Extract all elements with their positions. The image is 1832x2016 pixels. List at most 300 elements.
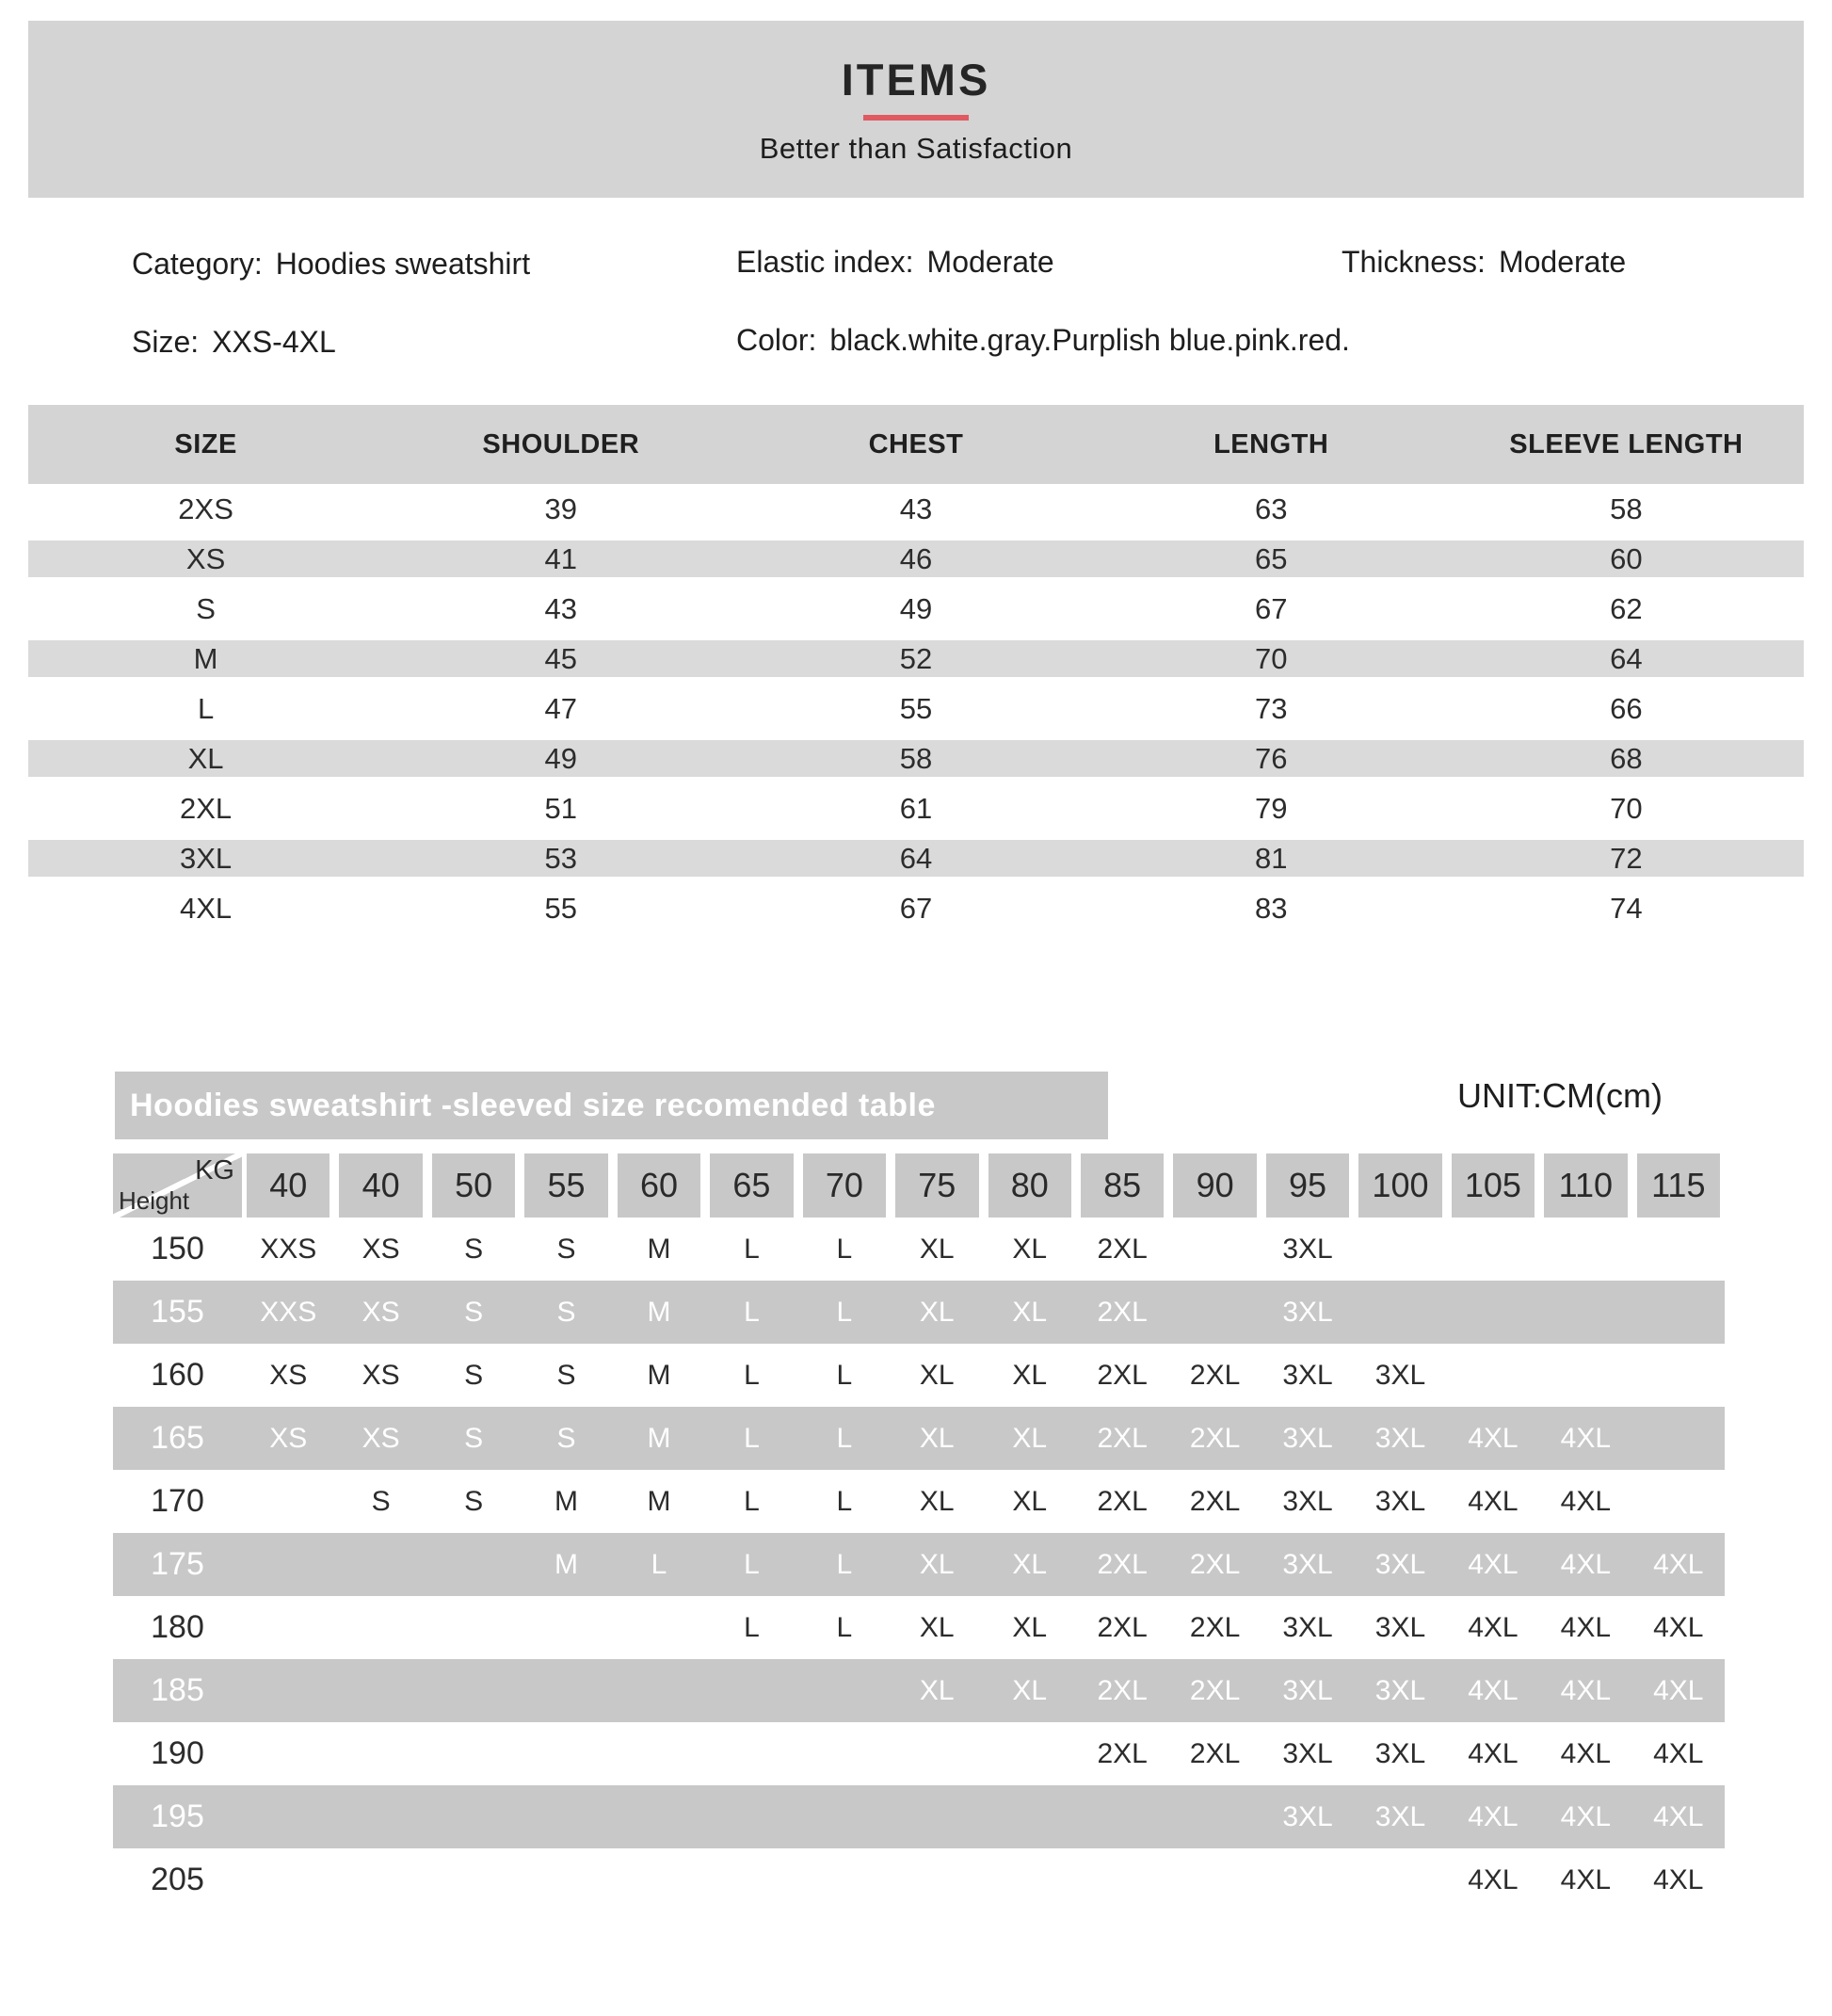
brand-banner [28, 21, 1804, 198]
recommended-size-cell [242, 1659, 334, 1722]
recommended-size-cell [1168, 1848, 1261, 1911]
measurement-cell: 47 [544, 691, 578, 725]
unit-label: UNIT:CM(cm) [1457, 1076, 1663, 1115]
recommended-size-cell: 3XL [1282, 1800, 1333, 1832]
recommended-size-cell: 2XL [1097, 1485, 1148, 1517]
colors-value: black.white.gray.Purplish blue.pink.red. [829, 323, 1350, 357]
recommended-size-cell [798, 1659, 891, 1722]
size-label-cell: XL [187, 741, 224, 775]
measurement-cell: 73 [1254, 691, 1288, 725]
recommended-size-cell: 4XL [1560, 1422, 1612, 1454]
measurement-cell: 62 [1610, 591, 1643, 625]
recommended-size-cell: 3XL [1282, 1674, 1333, 1706]
measurement-cell: 41 [544, 541, 578, 575]
measurement-cell: 39 [544, 492, 578, 525]
recommended-size-cell: XS [362, 1359, 400, 1391]
kg-column-header [427, 1153, 520, 1218]
kg-column-header-value: 115 [1637, 1153, 1720, 1218]
colors-label: Color: [736, 323, 817, 357]
recommended-size-cell: XS [362, 1233, 400, 1265]
recommended-size-cell: L [836, 1611, 853, 1643]
height-label-cell: 160 [151, 1357, 204, 1393]
size-range-label: Size: [132, 325, 200, 359]
size-table-row [28, 734, 1804, 783]
recommended-size-cell: 3XL [1282, 1359, 1333, 1391]
recommended-size-cell: 2XL [1097, 1737, 1148, 1769]
recommended-size-cell: S [464, 1485, 484, 1517]
recommended-size-cell [334, 1533, 426, 1596]
recommended-size-cell: 4XL [1653, 1674, 1704, 1706]
recommended-size-cell: 4XL [1468, 1800, 1519, 1832]
recommended-size-cell: M [647, 1422, 671, 1454]
reco-table-header-row [113, 1153, 1725, 1218]
recommended-size-cell [705, 1722, 797, 1785]
recommended-size-cell: 3XL [1282, 1485, 1333, 1517]
recommended-size-cell: 2XL [1189, 1359, 1241, 1391]
category-label: Category: [132, 247, 263, 281]
recommended-size-cell [613, 1659, 705, 1722]
recommended-size-cell [798, 1785, 891, 1848]
measurement-cell: 61 [899, 791, 933, 825]
recommended-size-cell: 2XL [1097, 1422, 1148, 1454]
recommended-size-cell [1354, 1281, 1446, 1344]
size-table-column-header: SLEEVE LENGTH [1509, 428, 1744, 460]
kg-column-header-value: 40 [247, 1153, 329, 1218]
recommended-size-cell: S [556, 1233, 576, 1265]
recommended-size-cell: L [744, 1548, 760, 1580]
recommended-size-cell [613, 1785, 705, 1848]
recommended-size-cell: XXS [260, 1296, 317, 1328]
recommended-size-cell: 4XL [1560, 1548, 1612, 1580]
recommended-size-cell: S [464, 1422, 484, 1454]
recommended-size-cell [613, 1848, 705, 1911]
recommended-size-cell: S [464, 1233, 484, 1265]
info-colors [736, 323, 1350, 358]
recommended-size-cell: L [744, 1422, 760, 1454]
kg-column-header [613, 1153, 705, 1218]
recommended-size-cell: 4XL [1560, 1485, 1612, 1517]
measurement-cell: 64 [899, 841, 933, 875]
size-table-row [28, 883, 1804, 933]
kg-height-corner-cell [113, 1153, 242, 1218]
recommended-size-cell [1632, 1470, 1725, 1533]
recommended-size-cell: L [836, 1422, 853, 1454]
measurement-cell: 76 [1254, 741, 1288, 775]
measurement-cell: 52 [899, 641, 933, 675]
measurement-cell: 58 [1610, 492, 1643, 525]
recommended-size-cell: XL [1012, 1422, 1048, 1454]
measurement-cell: 49 [899, 591, 933, 625]
recommended-size-cell: 2XL [1097, 1233, 1148, 1265]
recommended-size-cell: XL [919, 1233, 955, 1265]
recommended-size-cell: 4XL [1468, 1863, 1519, 1895]
recommended-size-cell: S [556, 1296, 576, 1328]
recommended-size-cell [1632, 1407, 1725, 1470]
brand-title: ITEMS [841, 54, 991, 105]
recommended-size-cell: 4XL [1653, 1737, 1704, 1769]
recommended-size-cell [1632, 1344, 1725, 1407]
recommended-size-cell: M [647, 1359, 671, 1391]
recommended-size-cell [334, 1785, 426, 1848]
red-divider [863, 115, 969, 121]
size-label-cell: XS [185, 541, 226, 575]
measurement-cell: 58 [899, 741, 933, 775]
size-table-row [28, 484, 1804, 534]
measurement-cell: 83 [1254, 891, 1288, 925]
recommended-size-cell [520, 1659, 612, 1722]
recommended-size-cell: 4XL [1560, 1611, 1612, 1643]
height-label-cell: 195 [151, 1798, 204, 1834]
recommended-size-cell: 4XL [1653, 1548, 1704, 1580]
recommended-size-cell [242, 1848, 334, 1911]
measurement-cell: 60 [1610, 541, 1643, 575]
recommended-size-cell [984, 1785, 1076, 1848]
recommended-size-cell: XL [919, 1359, 955, 1391]
brand-subtitle: Better than Satisfaction [759, 131, 1073, 165]
corner-kg-label: KG [195, 1155, 234, 1185]
measurement-cell: 55 [544, 891, 578, 925]
measurement-cell: 67 [1254, 591, 1288, 625]
recommended-size-cell: L [744, 1233, 760, 1265]
recommended-size-cell: 4XL [1560, 1737, 1612, 1769]
recommended-size-cell: L [836, 1233, 853, 1265]
recommended-size-cell: 4XL [1468, 1737, 1519, 1769]
kg-column-header [1076, 1153, 1168, 1218]
reco-table-row [113, 1470, 1725, 1533]
height-label-cell: 175 [151, 1546, 204, 1582]
kg-column-header-value: 65 [710, 1153, 793, 1218]
size-table-body [28, 484, 1804, 933]
recommended-size-cell: 2XL [1097, 1674, 1148, 1706]
recommended-size-cell: S [556, 1422, 576, 1454]
size-label-cell: 4XL [180, 891, 233, 925]
reco-table-row [113, 1659, 1725, 1722]
recommended-size-cell [798, 1722, 891, 1785]
recommended-size-cell [427, 1533, 520, 1596]
kg-column-header [984, 1153, 1076, 1218]
recommended-size-cell [242, 1533, 334, 1596]
recommended-size-cell [427, 1659, 520, 1722]
measurement-cell: 70 [1254, 641, 1288, 675]
recommended-size-cell: L [651, 1548, 667, 1580]
recommended-size-cell [1168, 1281, 1261, 1344]
height-label-cell: 155 [151, 1294, 204, 1330]
kg-column-header [891, 1153, 983, 1218]
kg-column-header-value: 105 [1452, 1153, 1535, 1218]
recommended-size-cell: 3XL [1282, 1422, 1333, 1454]
size-table-column-header: CHEST [868, 428, 964, 460]
recommended-size-cell: 4XL [1560, 1800, 1612, 1832]
recommended-size-cell [984, 1722, 1076, 1785]
recommended-size-cell: 2XL [1097, 1611, 1148, 1643]
recommended-size-cell: M [647, 1296, 671, 1328]
recommended-size-cell [891, 1785, 983, 1848]
size-label-cell: S [196, 591, 216, 625]
recommended-size-cell: 3XL [1374, 1548, 1426, 1580]
recommended-size-cell [1447, 1218, 1539, 1281]
kg-column-header [1354, 1153, 1446, 1218]
recommended-size-cell [613, 1596, 705, 1659]
recommended-size-cell [984, 1848, 1076, 1911]
recommended-size-cell: 4XL [1653, 1800, 1704, 1832]
kg-column-header-value: 85 [1081, 1153, 1164, 1218]
kg-column-header [242, 1153, 334, 1218]
elastic-index-label: Elastic index: [736, 245, 914, 279]
info-thickness [1342, 245, 1626, 280]
recommended-size-cell [242, 1596, 334, 1659]
recommended-size-cell [798, 1848, 891, 1911]
size-label-cell: M [193, 641, 218, 675]
kg-column-header-value: 60 [618, 1153, 700, 1218]
reco-table-body [113, 1218, 1725, 1911]
kg-column-header-value: 70 [803, 1153, 886, 1218]
reco-table-row [113, 1785, 1725, 1848]
recommended-size-cell: XL [919, 1296, 955, 1328]
recommended-size-cell [427, 1596, 520, 1659]
measurement-cell: 51 [544, 791, 578, 825]
recommended-size-cell: XL [919, 1548, 955, 1580]
recommended-size-cell [1447, 1281, 1539, 1344]
recommended-size-cell: S [464, 1359, 484, 1391]
kg-column-header [1262, 1153, 1354, 1218]
height-label-cell: 185 [151, 1672, 204, 1708]
recommended-size-cell: 2XL [1189, 1737, 1241, 1769]
recommended-size-cell [334, 1596, 426, 1659]
height-label-cell: 180 [151, 1609, 204, 1645]
measurement-cell: 79 [1254, 791, 1288, 825]
recommended-size-cell: 3XL [1282, 1611, 1333, 1643]
corner-height-label: Height [119, 1186, 190, 1215]
recommended-size-cell: L [744, 1485, 760, 1517]
reco-table-row [113, 1281, 1725, 1344]
measurement-cell: 64 [1610, 641, 1643, 675]
recommended-size-cell: 3XL [1374, 1800, 1426, 1832]
size-table-row [28, 634, 1804, 684]
recommended-size-cell [1632, 1218, 1725, 1281]
height-label-cell: 190 [151, 1735, 204, 1771]
recommended-size-cell: 3XL [1374, 1674, 1426, 1706]
recommended-size-cell: 2XL [1189, 1422, 1241, 1454]
size-measurement-table [28, 405, 1804, 933]
recommended-size-cell: 3XL [1374, 1485, 1426, 1517]
reco-table-row [113, 1722, 1725, 1785]
recommended-size-cell [891, 1848, 983, 1911]
recommended-size-cell: 3XL [1282, 1548, 1333, 1580]
info-size-range [132, 325, 336, 360]
recommended-size-cell: 3XL [1282, 1737, 1333, 1769]
reco-table-row [113, 1407, 1725, 1470]
recommended-size-cell: M [554, 1548, 579, 1580]
recommended-size-cell [1262, 1848, 1354, 1911]
recommended-size-cell: 4XL [1468, 1485, 1519, 1517]
kg-column-header [705, 1153, 797, 1218]
reco-table-row [113, 1218, 1725, 1281]
measurement-cell: 81 [1254, 841, 1288, 875]
recommended-size-cell: L [836, 1485, 853, 1517]
recommended-size-cell: 2XL [1189, 1548, 1241, 1580]
recommended-size-cell: 2XL [1097, 1359, 1148, 1391]
recommended-size-cell: 4XL [1468, 1611, 1519, 1643]
recommended-size-cell [427, 1722, 520, 1785]
recommended-size-cell [891, 1722, 983, 1785]
recommended-size-cell [334, 1659, 426, 1722]
elastic-index-value: Moderate [926, 245, 1054, 279]
measurement-cell: 74 [1610, 891, 1643, 925]
measurement-cell: 53 [544, 841, 578, 875]
recommended-size-cell: 2XL [1189, 1611, 1241, 1643]
kg-column-header-value: 55 [524, 1153, 607, 1218]
height-label-cell: 150 [151, 1231, 204, 1266]
info-category [132, 247, 530, 282]
kg-column-header-value: 50 [432, 1153, 515, 1218]
size-label-cell: 3XL [180, 841, 233, 875]
recommended-size-cell [1076, 1848, 1168, 1911]
recommended-size-cell: XL [1012, 1611, 1048, 1643]
measurement-cell: 63 [1254, 492, 1288, 525]
recommended-size-cell [1354, 1218, 1446, 1281]
recommended-size-cell [1354, 1848, 1446, 1911]
recommended-size-cell [705, 1848, 797, 1911]
measurement-cell: 65 [1254, 541, 1288, 575]
size-table-row [28, 833, 1804, 883]
kg-column-header [798, 1153, 891, 1218]
recommended-size-cell: 4XL [1653, 1863, 1704, 1895]
recommended-size-cell: L [836, 1359, 853, 1391]
kg-column-header [520, 1153, 612, 1218]
size-table-row [28, 584, 1804, 634]
measurement-cell: 67 [899, 891, 933, 925]
recommended-size-cell [334, 1722, 426, 1785]
recommended-size-cell [520, 1596, 612, 1659]
recommended-size-cell: L [744, 1296, 760, 1328]
recommended-size-cell: XL [919, 1422, 955, 1454]
size-table-column-header: SIZE [174, 428, 237, 460]
recommended-size-cell: S [464, 1296, 484, 1328]
reco-table-title-bar [115, 1072, 1108, 1139]
recommended-size-cell: XL [1012, 1548, 1048, 1580]
reco-table-row [113, 1533, 1725, 1596]
kg-column-header-value: 75 [895, 1153, 978, 1218]
measurement-cell: 46 [899, 541, 933, 575]
recommended-size-cell [242, 1785, 334, 1848]
recommended-size-cell: XL [919, 1674, 955, 1706]
measurement-cell: 72 [1610, 841, 1643, 875]
measurement-cell: 45 [544, 641, 578, 675]
measurement-cell: 68 [1610, 741, 1643, 775]
recommended-size-cell [705, 1659, 797, 1722]
size-recommendation-table [113, 1153, 1725, 1911]
height-label-cell: 165 [151, 1420, 204, 1456]
size-table-column-header: SHOULDER [482, 428, 640, 460]
reco-table-row [113, 1344, 1725, 1407]
recommended-size-cell: S [371, 1485, 391, 1517]
recommended-size-cell: 4XL [1468, 1674, 1519, 1706]
size-table-row [28, 534, 1804, 584]
recommended-size-cell [427, 1848, 520, 1911]
measurement-cell: 55 [899, 691, 933, 725]
kg-column-header-value: 90 [1173, 1153, 1256, 1218]
recommended-size-cell: 3XL [1374, 1359, 1426, 1391]
recommended-size-cell [1539, 1344, 1631, 1407]
recommended-size-cell: 3XL [1282, 1233, 1333, 1265]
recommended-size-cell: XS [362, 1422, 400, 1454]
recommended-size-cell: 3XL [1374, 1737, 1426, 1769]
height-label-cell: 205 [151, 1862, 204, 1897]
measurement-cell: 43 [899, 492, 933, 525]
recommended-size-cell: XL [1012, 1674, 1048, 1706]
recommended-size-cell [613, 1722, 705, 1785]
recommended-size-cell: 3XL [1282, 1296, 1333, 1328]
recommended-size-cell [242, 1470, 334, 1533]
measurement-cell: 66 [1610, 691, 1643, 725]
recommended-size-cell [334, 1848, 426, 1911]
measurement-cell: 70 [1610, 791, 1643, 825]
recommended-size-cell: XL [919, 1485, 955, 1517]
recommended-size-cell: L [836, 1296, 853, 1328]
recommended-size-cell: XL [919, 1611, 955, 1643]
kg-column-header-value: 40 [339, 1153, 422, 1218]
recommended-size-cell [1447, 1344, 1539, 1407]
recommended-size-cell [1539, 1218, 1631, 1281]
recommended-size-cell [1168, 1785, 1261, 1848]
recommended-size-cell: XL [1012, 1485, 1048, 1517]
recommended-size-cell: 2XL [1189, 1674, 1241, 1706]
recommended-size-cell: 2XL [1189, 1485, 1241, 1517]
recommended-size-cell: XL [1012, 1296, 1048, 1328]
recommended-size-cell: L [836, 1548, 853, 1580]
recommended-size-cell [1632, 1281, 1725, 1344]
reco-table-title: Hoodies sweatshirt -sleeved size recomended table [130, 1087, 936, 1123]
kg-column-header [1447, 1153, 1539, 1218]
size-table-header-row [28, 405, 1804, 484]
recommended-size-cell: XXS [260, 1233, 317, 1265]
measurement-cell: 43 [544, 591, 578, 625]
size-table-column-header: LENGTH [1213, 428, 1329, 460]
kg-column-header [1632, 1153, 1725, 1218]
thickness-label: Thickness: [1342, 245, 1486, 279]
recommended-size-cell [520, 1722, 612, 1785]
recommended-size-cell: XS [269, 1422, 308, 1454]
size-label-cell: L [197, 691, 215, 725]
measurement-cell: 49 [544, 741, 578, 775]
info-elastic-index [736, 245, 1054, 280]
recommended-size-cell [1076, 1785, 1168, 1848]
recommended-size-cell: 4XL [1468, 1422, 1519, 1454]
recommended-size-cell: 4XL [1653, 1611, 1704, 1643]
recommended-size-cell: XL [1012, 1233, 1048, 1265]
kg-column-header-value: 95 [1266, 1153, 1349, 1218]
recommended-size-cell [242, 1722, 334, 1785]
kg-column-header [1539, 1153, 1631, 1218]
category-value: Hoodies sweatshirt [275, 247, 531, 281]
recommended-size-cell: 2XL [1097, 1548, 1148, 1580]
recommended-size-cell [520, 1785, 612, 1848]
recommended-size-cell: L [744, 1359, 760, 1391]
recommended-size-cell: M [647, 1233, 671, 1265]
recommended-size-cell: 3XL [1374, 1422, 1426, 1454]
size-table-row [28, 783, 1804, 833]
recommended-size-cell: 3XL [1374, 1611, 1426, 1643]
reco-table-row [113, 1596, 1725, 1659]
recommended-size-cell [705, 1785, 797, 1848]
size-label-cell: 2XL [180, 791, 233, 825]
size-range-value: XXS-4XL [212, 325, 336, 359]
height-label-cell: 170 [151, 1483, 204, 1519]
kg-column-header-value: 100 [1358, 1153, 1441, 1218]
recommended-size-cell: L [744, 1611, 760, 1643]
size-label-cell: 2XS [178, 492, 233, 525]
recommended-size-cell [1168, 1218, 1261, 1281]
